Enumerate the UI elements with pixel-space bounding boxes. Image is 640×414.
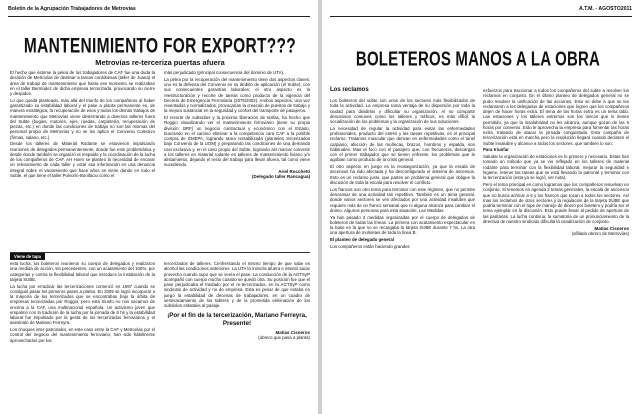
- article-column-1: [330, 98, 475, 408]
- paragraph: Lo que queda planteado, más allá del triunfo de los compañeros al haber garantizado su estabilidad laboral y el pase a planta permanente es, de manera estratégica, la recuperación de esos y todos los demás trabajos de mantenimiento que Metrovías viene desterrando a diversos talleres fuera del Subte (bogies, motores, ejes, ruedas, carpintería, recuperación de piezas, etc.) en donde las condiciones de trabajo no son las mismas del personal propio de Metrovías y no se les aplica el Convenio Colectivo (firmas, salario, etc.).: [10, 97, 155, 140]
- paragraph: esta lucha, los boleteros reunieron su cuerpo de delegados y realizaron una medida de acción, sin precedentes, con un acatamiento del 100%, por categorías y contra la flexibilidad laboral que introduce la instalación de la tarjeta SUBE.: [10, 261, 155, 282]
- paragraph: Ya han pasado 2 medidas organizadas por el cuerpo de delegados de boleteros de todas las líneas. La primera con acatamiento espectacular en la base en la que no se recargaba la tarjeta SUBE durante 7 hs. La otra una apertura de molinetes de toda la línea B.: [330, 214, 475, 236]
- paragraph: Desde los talleres de Material Rodante se estuvieron impulsando reuniones de delegados permanentemente, donde fue este problemática y desde donde también se organizó el respaldo y la coordinación de la lucha de los compañeros de CAF. AH Hoen se planteó la necesidad de encarar un relevamiento de cada taller y votar esa información en una denuncia integral sobre el vaciamiento que hace años se viene dando en todo el Subte, el que tiene el taller Polvorín-Bonifacio como el: [10, 141, 155, 178]
- article-column-1: [10, 70, 155, 250]
- paragraph: La necesidad de regular la actividad para evitar las enfermedades profesionales, producto del estrés y las tareas repetitivas, es el principal reclamo. Tratamos muscular que derivan en enfermedades como el túnel carpiano, afección de las muñecas, brazos, hombros y espalda, son habituales. Mas el foco con el pasajero que, con frecuencia, descargan con el primer trabajador que se tienen enfrente, los problemas que le agobian como producto de la crisis general.: [330, 125, 475, 163]
- paragraph: El otro aspecto en juego es la recategorización, ya que la escala de ascensos ha sido afectada y ha desconfigurado el sistema de ascensos. Esto es un reclamo justo, que partes un problema general que obligue la discusión de toda la escala para resolver el conflicto.: [330, 164, 475, 185]
- paragraph: esfuerzos para traccionar a todos los compañeros del subte a resolver los reclamos en conjunto. En el último planteo de delegados general no se pudo resolver la unificación de las acciones. Esto se debe a que se les reclamaron a los delegados de estaciones que logren que los compañeros dejen de hacer horas extra. El tema de las horas extra es un tema tabú. Las estaciones y los talleres extremos son los únicos que lo tienen permitido, ya que la insalubridad no les alcanza, aunque gozan de las 6 horas por convenio. Esto le aprovecha la empresa para fomentar las horas extra, tratando de atacar la jornada conquistada. Esta campaña de tercerización está en marcha pero la resolución llegará cuando declaren el Subte insalubre y alcance a todos los sectores, que también lo son.: [483, 88, 629, 146]
- continued-tag: Viene de tapa: [10, 253, 45, 260]
- paragraph: El recorte de subsidios y la próxima liberación de tarifas, ha hecho que Roggio visualizando ver el mantenimiento ferroviario (tiene su propia división: BRF) un negocio contractual y económico con el Estado, buscando en el camino eliminar a la competencia cara CAF a la posible compra de EMEPA, logrando tarea rentabilizada (planteles tercerizados bajo Convenio de la UOM) y preparando las condiciones de una demanda casi exclusiva y, en el caso propio del Subte, logrando así marcar convertir a los talleres en material rodante en talleres de mantenimiento liviano y/o alistamiento, dejando el resto del trabajo para llevar afuera, tal como viene sucediendo.: [164, 115, 310, 168]
- header-rule: [8, 16, 310, 17]
- left-page: [0, 0, 318, 414]
- signature-name: Matías Cisneros: [594, 225, 629, 231]
- signature-role: (afiliado obrero de Metrovías): [571, 230, 629, 236]
- right-page-header: [330, 6, 632, 16]
- article-column-2: [164, 70, 310, 252]
- paragraph: La lucha por erradicar las tercerizaciones comenzó en 1997 cuando se consiguió pasar los primeros pases a planta. En 2005 se logró incorporar a la mayoría de los tercerizados que se encontraban bajo la órbita de empresas tercerizadas por Roggio, pero esta triunfo no nos sacamos de encima a la CAF, una multinacional española. Un activismo joven que empalmó con la tradición de la lucha por la jornada de 6 hs y la estabilidad laboral fue impulsado por la gesta de los tercerizados ferroviarios y el asesinato de Mariano Ferreyra.: [10, 283, 155, 326]
- article-subtitle: Metrovías re-terceriza puertas afuera: [95, 58, 225, 67]
- bulletin-name: Boletín de la Agrupación Trabajadores de Metrovías: [8, 6, 136, 12]
- article-title-mantenimiento: MANTENIMIENTO FOR EXPORT???: [23, 35, 297, 58]
- article-divider: [10, 252, 310, 253]
- right-page: [322, 0, 640, 414]
- paragraph: Los compañeros están haciendo grandes: [330, 244, 410, 250]
- section-heading-reclamos: Los reclamos: [330, 87, 369, 93]
- left-page-header: [8, 6, 310, 16]
- signature-name: Matías Cisneros: [275, 330, 310, 336]
- issue-date: A.T.M. - AGOSTO2011: [578, 6, 632, 12]
- paragraph: Los francos son otro tema para terminar con este régimen, que no permite descansar de una actividad tan repetitiva. También es un tema general, donde varios sectores se ven afectados por una actividad insalubre que requiere más de un franco semanal que ni alguna alcanza para cambiar el ánimo. Algunos personas para esta situación. Las Medidas: [330, 186, 475, 213]
- bottom-column-1: [10, 261, 155, 411]
- signature-name: Ariel Rocchetti: [278, 169, 310, 175]
- paragraph: Saludar la organización de estaciones es lo primero y necesario. Estas han tomado un método que ya se vio reflejado en los talleres de material rodante para terminar con la flexibilidad laboral, mejorar la seguridad e higiene, retener las tareas que se está llevando la patronal y terminar con la tercerización (esta ya se logró, ver nota).: [483, 154, 629, 181]
- paragraph: Los choques inter-patronales, en este caso entre la CAF y Metrovías por el control del negocio del mantenimiento ferroviario, han sido hábilmente aprovechados por los: [10, 327, 155, 343]
- paragraph: Los boleteros del subte son unos de los sectores más flexibilizados de toda la actividad. La empresa toma ventaja de su dispersión por toda la ciudad para dividirlos y dificultar su organización. Al no compartir descansos comunes como los talleres y tráficos, es más difícil la socialización de los problemas y la organización de sus soluciones.: [330, 98, 475, 124]
- closing-slogan: ¡Por el fin de la tercerización, Mariano Ferreyra, Presente!: [167, 312, 307, 327]
- paragraph: La pelea por la recuperación del mantenimiento tiene dos aspectos claves: uno es la defensa del Convenio en su ámbito de aplicación (el Subte), con sus consecuentes garantías laborales; el otro aspecto es la reestructuración y recorte de tareas como producto de la vigencia del Decreto de Emergencia Ferroviaria (2075/2002). Ambos aspectos, una vez reventados y normalizados, provocarían la creación de puestos de trabajo y la mejora sustancial en la seguridad y confort del transporte de pasajeros.: [164, 76, 310, 114]
- signature-role: (obrero que pasa a planta): [258, 335, 310, 341]
- subheading: El planteo de delegado general: [330, 237, 394, 243]
- signature-role: (Delegado taller Rancagua): [251, 174, 310, 180]
- subheading: Para triunfar: [483, 147, 509, 153]
- article-title-boleteros: BOLETEROS MANOS A LA OBRA: [355, 48, 601, 71]
- paragraph: más perjudicado (principal consecuencia del dominio de UTA).: [164, 70, 285, 75]
- bottom-column-2: [164, 261, 310, 411]
- article-column-2: [483, 88, 629, 410]
- paragraph: El hecho que éstome la pelea de los trabajadores de CAF fue una duda la decisión de Metrovías de destinar a tareas cordobesas (taller de Juana) el área de trabajo de mantenimiento que hasta ese momento se realizaban en el taller Bermúdez de dicha empresa tercerizada, provocando su cierre y despidos.: [10, 70, 155, 96]
- paragraph: tercerizados de talleres. Cenfrentando el mismo tiempo de que sabe es alcohol las condiciones anteriores. La UTA la minoría afuera e intentó sacar provecho cuando supo que se venía el pase. La conducción de la AGTSyP acompañó con cuerpo mucho cuando se quedó otra. Su posición fue que el pase perjudicaba el traslado por el re-tercerizados, en la AGTSyP como sindicato de actividad y no de empresa. Esta es pesar de que estaba en juego la estabilidad de decenas de trabajadores, en un cuadro de semivaciamiento de los talleres y de la prometida eliminación de los subsidios estatales al pasaje.: [164, 261, 310, 308]
- header-rule: [330, 16, 632, 17]
- paragraph: Pero el tema principal es como logramos que los compañeros resuelvan en conjunto. Si tenemos en agenda 2 temas generales, la escala de ascensos que no busca achicar a 6 y los francos que tocan a todos los sectores. Así mas los reclamos de otros sectores y la regulación de la tarjeta SUBE que podría terminar con el tope de manejo de dinero por boletero y podría ser el tema ejemplar en la discusión. Esto puede llevar al pedido de apertura de las paritarias. La lucha continúa, la sumatoria de un pronunciamiento de la directiva de nuestro sindicato dificulta la canalización de conjunto.: [483, 182, 629, 224]
